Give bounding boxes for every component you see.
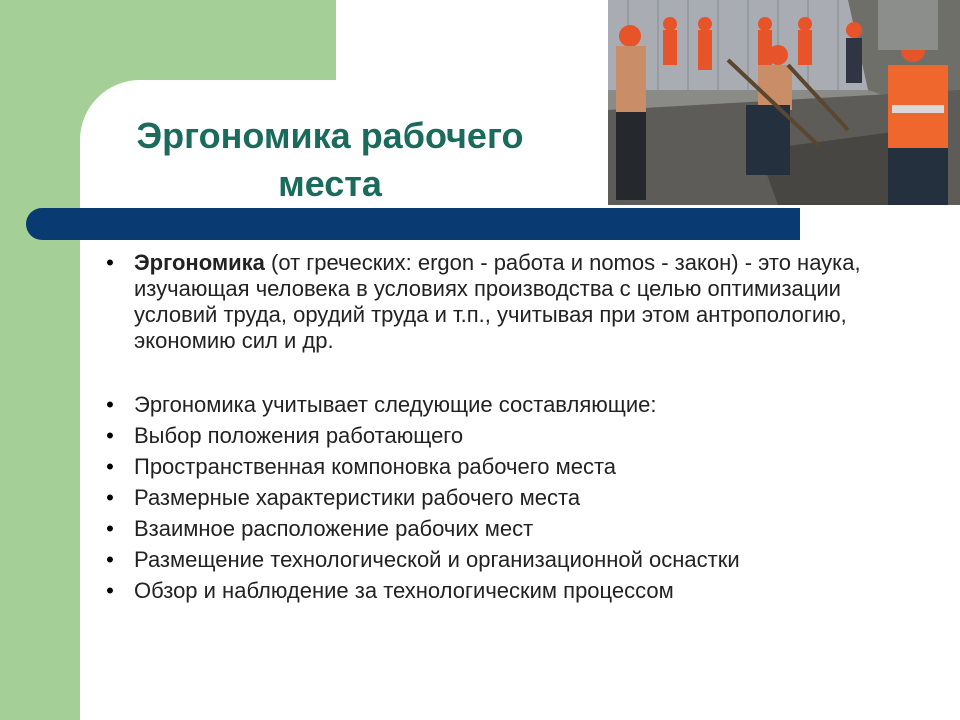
list-item [100,578,920,609]
bullet-icon: • [106,392,114,417]
list-item-text: Выбор положения работающего [134,423,464,448]
list-item-text: Взаимное расположение рабочих мест [134,516,534,541]
page-title [60,112,600,208]
bullet-icon: • [106,547,114,572]
title-divider-bar [26,208,800,240]
list-item [100,392,920,423]
list-item [100,454,920,485]
definition-term: Эргономика [134,250,265,275]
definition-text: (от греческих: ergon - работа и nomos - закон) - это наука, изучающая человека в условиях производства с целью оптимизации условий труда, орудий труда и т.п., учитывая при этом антропологию, экономию сил и др. [134,250,861,353]
list-item-definition [100,250,920,354]
construction-workers-photo [608,0,960,205]
list-item [100,516,920,547]
list-item-text: Размещение технологической и организационной оснастки [134,547,740,572]
bullet-icon: • [106,485,114,510]
title-line-2: места [278,163,382,204]
list-item-text: Пространственная компоновка рабочего места [134,454,617,479]
bullet-icon: • [106,578,114,603]
bullet-list [100,250,920,609]
title-line-1: Эргономика рабочего [136,115,524,156]
bullet-icon: • [106,454,114,479]
bullet-icon: • [106,250,114,275]
list-item [100,423,920,454]
list-item [100,547,920,578]
bullet-icon: • [106,423,114,448]
list-item-text: Размерные характеристики рабочего места [134,485,581,510]
list-item-text: Обзор и наблюдение за технологическим процессом [134,578,674,603]
bullet-icon: • [106,516,114,541]
list-item-text: Эргономика учитывает следующие составляющие: [134,392,657,417]
list-item [100,485,920,516]
